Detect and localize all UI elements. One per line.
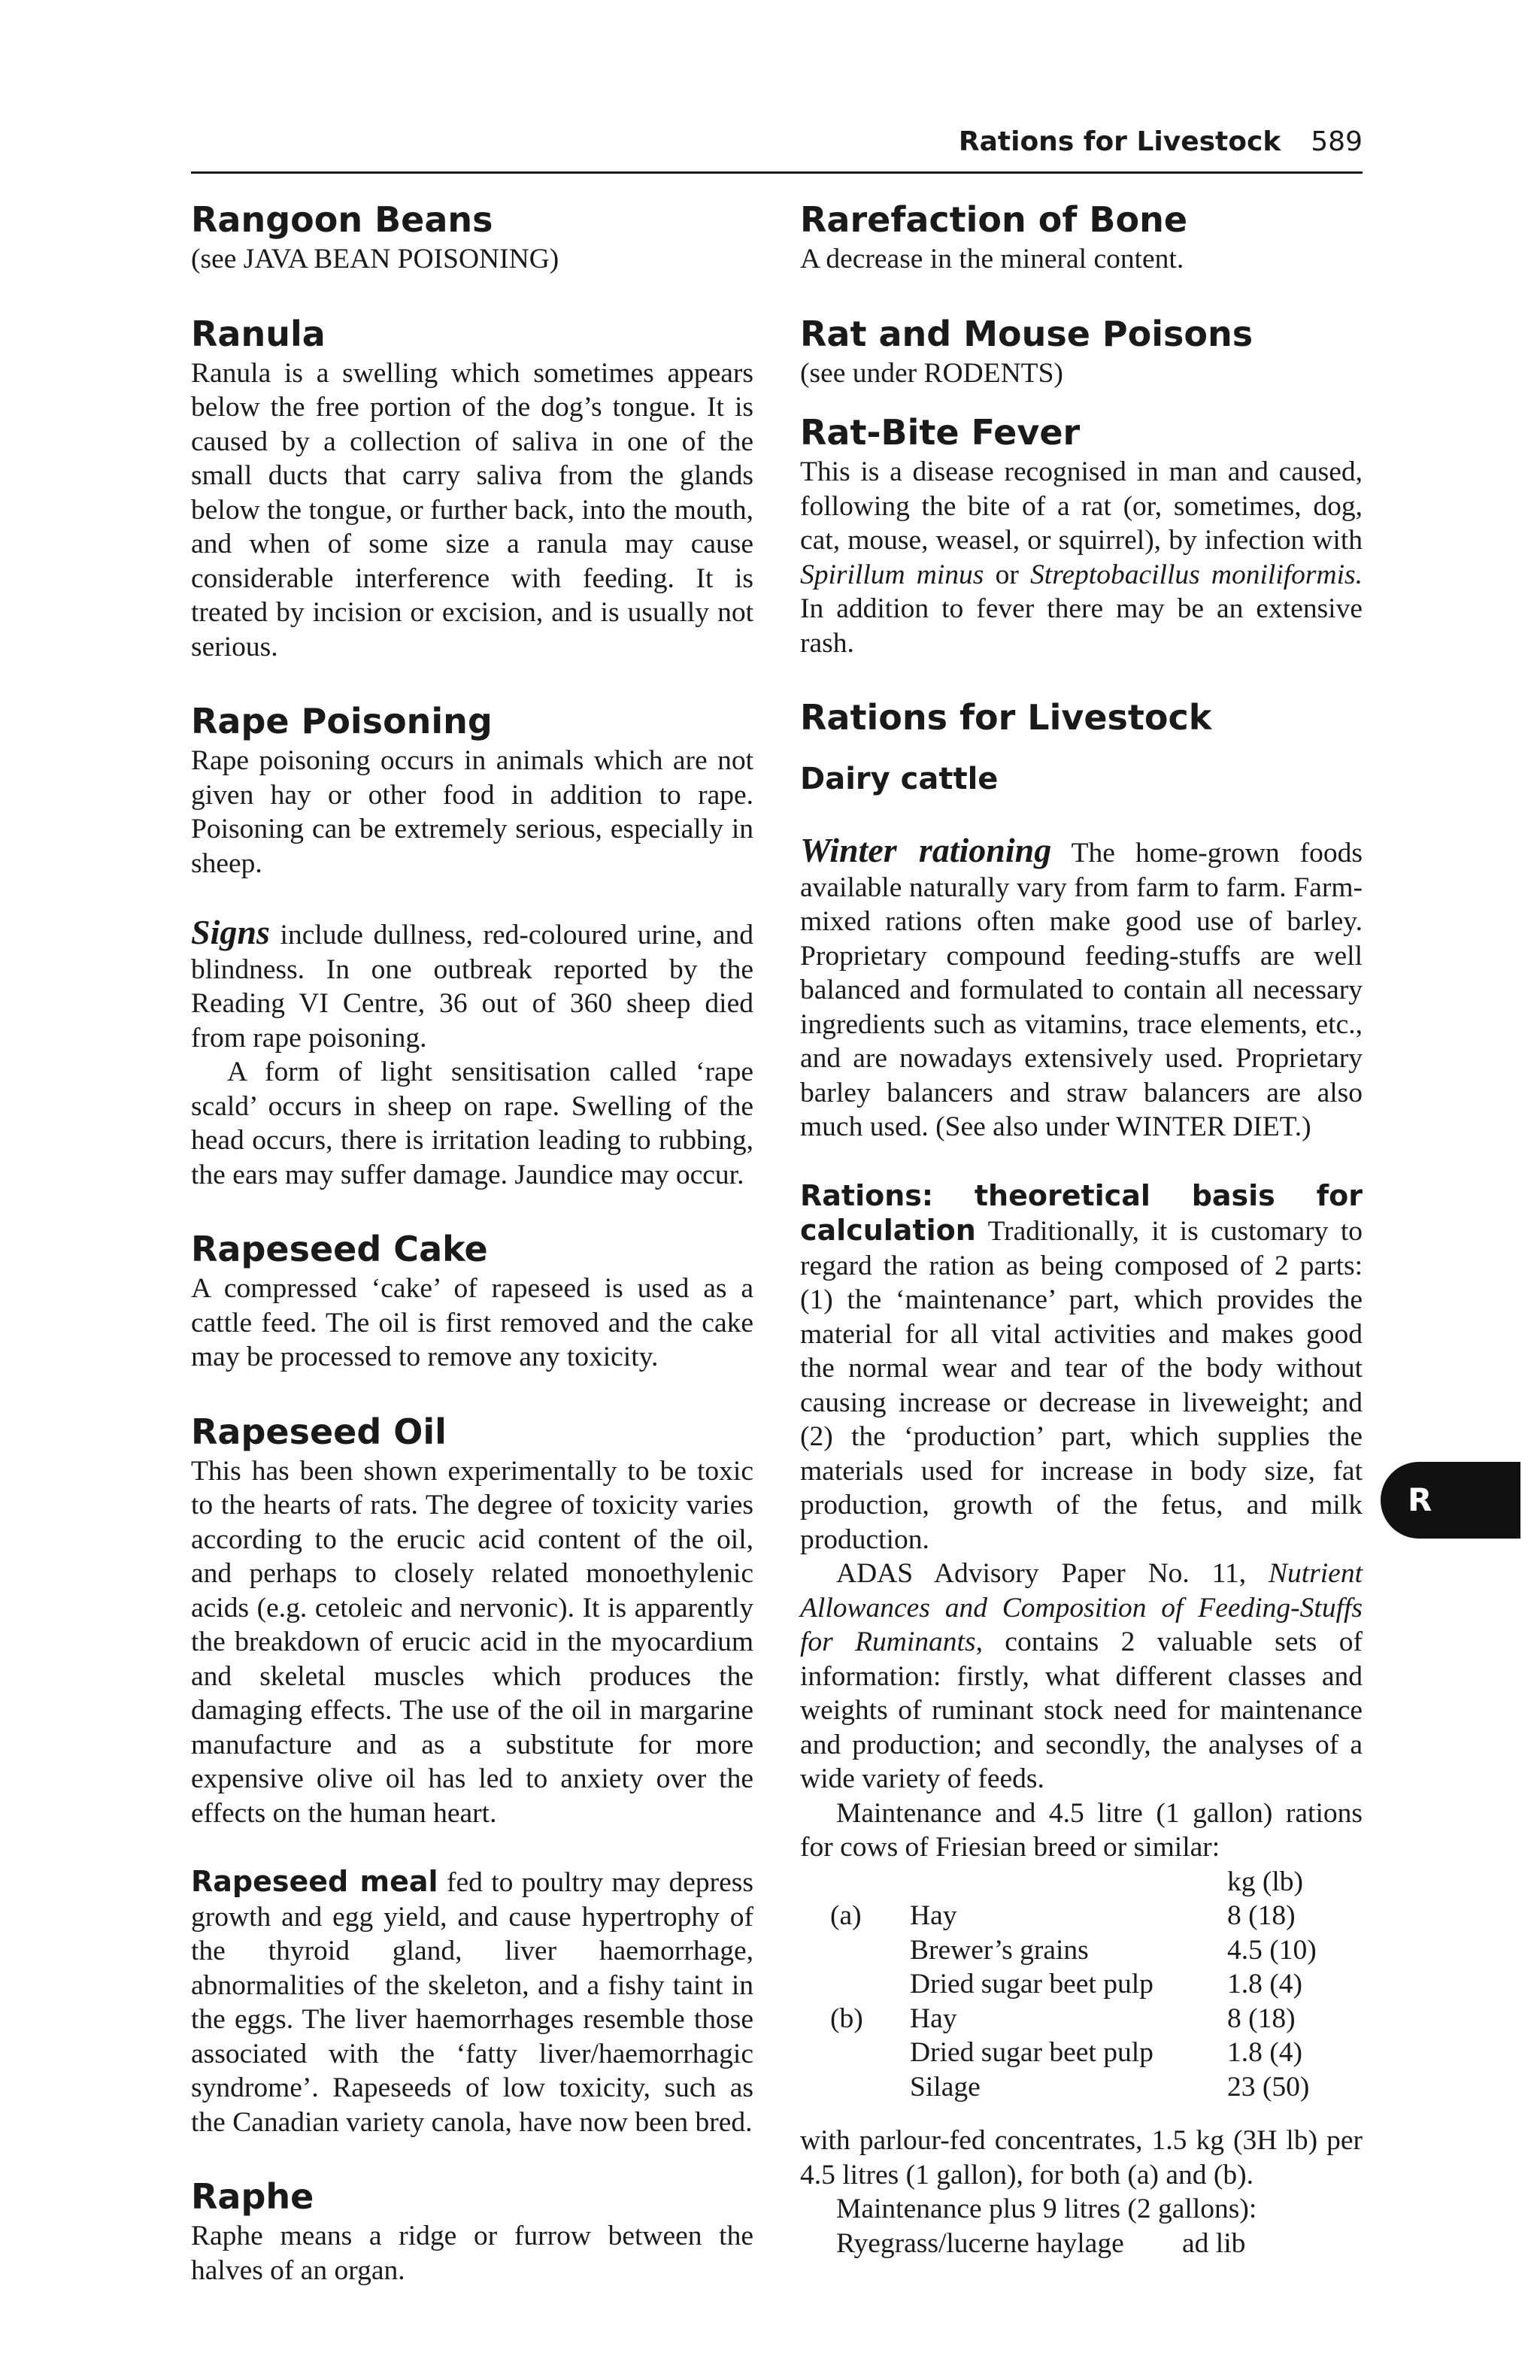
entry-body-ranula: Ranula is a swelling which sometimes appears below the free portion of the dog’s tongue. It is caused by a collection of saliva in one of the small ducts that carry saliva from the glands below the tongue, or further back, into the mouth, and when of some size a ranula may cause considerable interference with feeding. It is treated by incision or excision, and is usually not serious. [191, 357, 753, 662]
table-row [800, 1899, 1363, 1933]
maintenance-paragraph: Maintenance and 4.5 litre (1 gallon) rations for cows of Friesian breed or similar: [800, 1797, 1363, 1863]
header-rule [191, 171, 1363, 174]
subhead-dairy-cattle: Dairy cattle [800, 762, 999, 796]
entry-title-raphe: Raphe [191, 2176, 314, 2217]
row-label [800, 1967, 910, 2002]
row-value: 8 (18) [1227, 2003, 1296, 2034]
table-row [800, 2002, 1363, 2036]
table-header-row [800, 1865, 1363, 1899]
rapeseed-meal-text: fed to poultry may depress growth and egg yield, and cause hypertrophy of the thyroid gland, liver haemorrhage, abnormalities of the skeleton, and a fishy taint in the eggs. The liver haemorrhages resemble those associated with the ‘fatty liver/haemorrhagic syndrome’. Rapeseeds of low toxicity, such as the Canadian variety canola, have now been bred. [191, 1867, 753, 2138]
ration-table [800, 1865, 1363, 2105]
adas-publication-title: Nutrient Allowances and Composition of Feeding-Stuffs for Ruminants [800, 1558, 1363, 1657]
table-row [800, 1933, 1363, 1968]
table-row [800, 2036, 1363, 2070]
entry-body-raphe: Raphe means a ridge or furrow between the halves of an organ. [191, 2221, 753, 2286]
adas-text-b: , contains 2 valuable sets of information: firstly, what different classes and weights of ruminant stock need for maintenance and production; and secondly, the analyses of a wide variety of feeds. [800, 1627, 1363, 1794]
entry-body-rarefaction: A decrease in the mineral content. [800, 244, 1184, 274]
entry-body-rat-bite-fever [800, 455, 1363, 660]
theory-text: Traditionally, it is customary to regard the ration as being composed of 2 parts: (1) the ‘maintenance’ part, which provides the material for all vital activities and makes good the normal wear and tear of the body without causing increase or decrease in liveweight; and (2) the ‘production’ part, which supplies the materials used for increase in body size, fat production, growth of the fetus, and milk production. [800, 1216, 1363, 1555]
theory-subhead: Rations: theoretical basis for calculation [800, 1178, 1363, 1247]
adas-paragraph [800, 1557, 1363, 1796]
entry-title-rapeseed-oil: Rapeseed Oil [191, 1411, 447, 1452]
entry-title-rat-mouse-poisons: Rat and Mouse Poisons [800, 313, 1254, 354]
unit-header: kg (lb) [1227, 1866, 1304, 1897]
row-label [800, 2036, 910, 2070]
rat-bite-text-mid: or [984, 559, 1031, 590]
row-value: 23 (50) [1227, 2071, 1310, 2103]
rat-bite-text-b: In addition to fever there may be an extensive rash. [800, 593, 1363, 659]
rapeseed-meal-paragraph [191, 1865, 753, 2139]
cross-reference-rodents: (see under RODENTS) [800, 357, 1063, 389]
haylage-table [800, 2227, 1363, 2261]
running-head [191, 126, 1363, 157]
page-number: 589 [1311, 126, 1363, 157]
entry-body-rapeseed-cake: A compressed ‘cake’ of rapeseed is used as a cattle feed. The oil is first removed and the cake may be processed to remove any toxicity. [191, 1273, 753, 1372]
row-item: Hay [910, 2003, 957, 2034]
row-item: Silage [910, 2071, 981, 2103]
entry-title-rape-poisoning: Rape Poisoning [191, 701, 493, 741]
rapeseed-meal-subhead: Rapeseed meal [191, 1865, 438, 1898]
entry-title-rarefaction: Rarefaction of Bone [800, 199, 1188, 240]
row-value: 4.5 (10) [1227, 1934, 1317, 1966]
signs-paragraph [191, 915, 753, 1055]
maintenance-plus-paragraph: Maintenance plus 9 litres (2 gallons): [836, 2194, 1257, 2224]
table-row [800, 2070, 1363, 2105]
entry-title-rapeseed-cake: Rapeseed Cake [191, 1229, 488, 1269]
running-head-title: Rations for Livestock [958, 126, 1281, 157]
rape-scald-paragraph: A form of light sensitisation called ‘rape scald’ occurs in sheep on rape. Swelling of the head occurs, there is irritation leading to rubbing, the ears may suffer damage. Jaundice may occur. [191, 1057, 753, 1190]
winter-rationing-text: The home-grown foods available naturally vary from farm to farm. Farm-mixed rations often make good use of barley. Proprietary compound feeding-stuffs are well balanced and formulated to contain all necessary ingredients such as vitamins, trace elements, etc., and are nowadays extensively used. Proprietary barley balancers and straw balancers are also much used. (See also under WINTER DIET.) [800, 838, 1363, 1142]
entry-body-rapeseed-oil: This has been shown experimentally to be toxic to the hearts of rats. The degree of toxicity varies according to the erucic acid content of the oil, and perhaps to closely related monoethylenic acids (e.g. cetoleic and nervonic). It is apparently the breakdown of erucic acid in the myocardium and skeletal muscles which produces the damaging effects. The use of the oil in margarine manufacture and as a substitute for more expensive olive oil has led to anxiety over the effects on the human heart. [191, 1455, 753, 1829]
signs-text: include dullness, red-coloured urine, and blindness. In one outbreak reported by the Reading VI Centre, 36 out of 360 sheep died from rape poisoning. [191, 920, 753, 1054]
cross-reference: (see JAVA BEAN POISONING) [191, 244, 559, 274]
right-column [800, 197, 1363, 2260]
species-name: Spirillum minus [800, 559, 984, 590]
row-item: Dried sugar beet pulp [910, 1969, 1153, 2000]
row-item: Ryegrass/lucerne haylage [836, 2227, 1124, 2259]
row-value: 1.8 (4) [1227, 2037, 1302, 2068]
row-value: 1.8 (4) [1227, 1969, 1302, 2000]
row-item: Dried sugar beet pulp [910, 2037, 1153, 2068]
entry-title-rations: Rations for Livestock [800, 697, 1212, 738]
row-item: Brewer’s grains [910, 1934, 1089, 1966]
row-value: ad lib [1182, 2227, 1246, 2259]
winter-rationing-subhead: Winter rationing [800, 831, 1052, 869]
entry-body-rape-poisoning: Rape poisoning occurs in animals which are not given hay or other food in addition to rape. Poisoning can be extremely serious, especially in sheep. [191, 745, 753, 879]
row-label: (a) [830, 1900, 862, 1931]
rat-bite-text-a: This is a disease recognised in man and caused, following the bite of a rat (or, sometimes, dog, cat, mouse, weasel, or squirrel), by infection with [800, 456, 1363, 556]
theory-paragraph [800, 1179, 1363, 1557]
left-column [191, 197, 753, 2288]
row-label [800, 2070, 910, 2105]
parlour-paragraph: with parlour-fed concentrates, 1.5 kg (3H lb) per 4.5 litres (1 gallon), for both (a) and (b). [800, 2125, 1363, 2191]
table-row [800, 1967, 1363, 2002]
section-thumb-tab: R [1381, 1462, 1520, 1539]
row-label [800, 1933, 910, 1968]
row-value: 8 (18) [1227, 1900, 1296, 1931]
row-item: Hay [910, 1900, 957, 1931]
entry-title-rangoon-beans: Rangoon Beans [191, 199, 493, 240]
entry-title-ranula: Ranula [191, 313, 326, 354]
table-row [800, 2227, 1363, 2261]
row-label: (b) [830, 2003, 863, 2034]
winter-rationing-paragraph [800, 833, 1363, 1145]
entry-title-rat-bite-fever: Rat-Bite Fever [800, 412, 1081, 453]
species-name: Streptobacillus moniliformis. [1030, 559, 1363, 590]
adas-text-a: ADAS Advisory Paper No. 11, [836, 1558, 1269, 1589]
signs-subhead: Signs [191, 913, 270, 951]
